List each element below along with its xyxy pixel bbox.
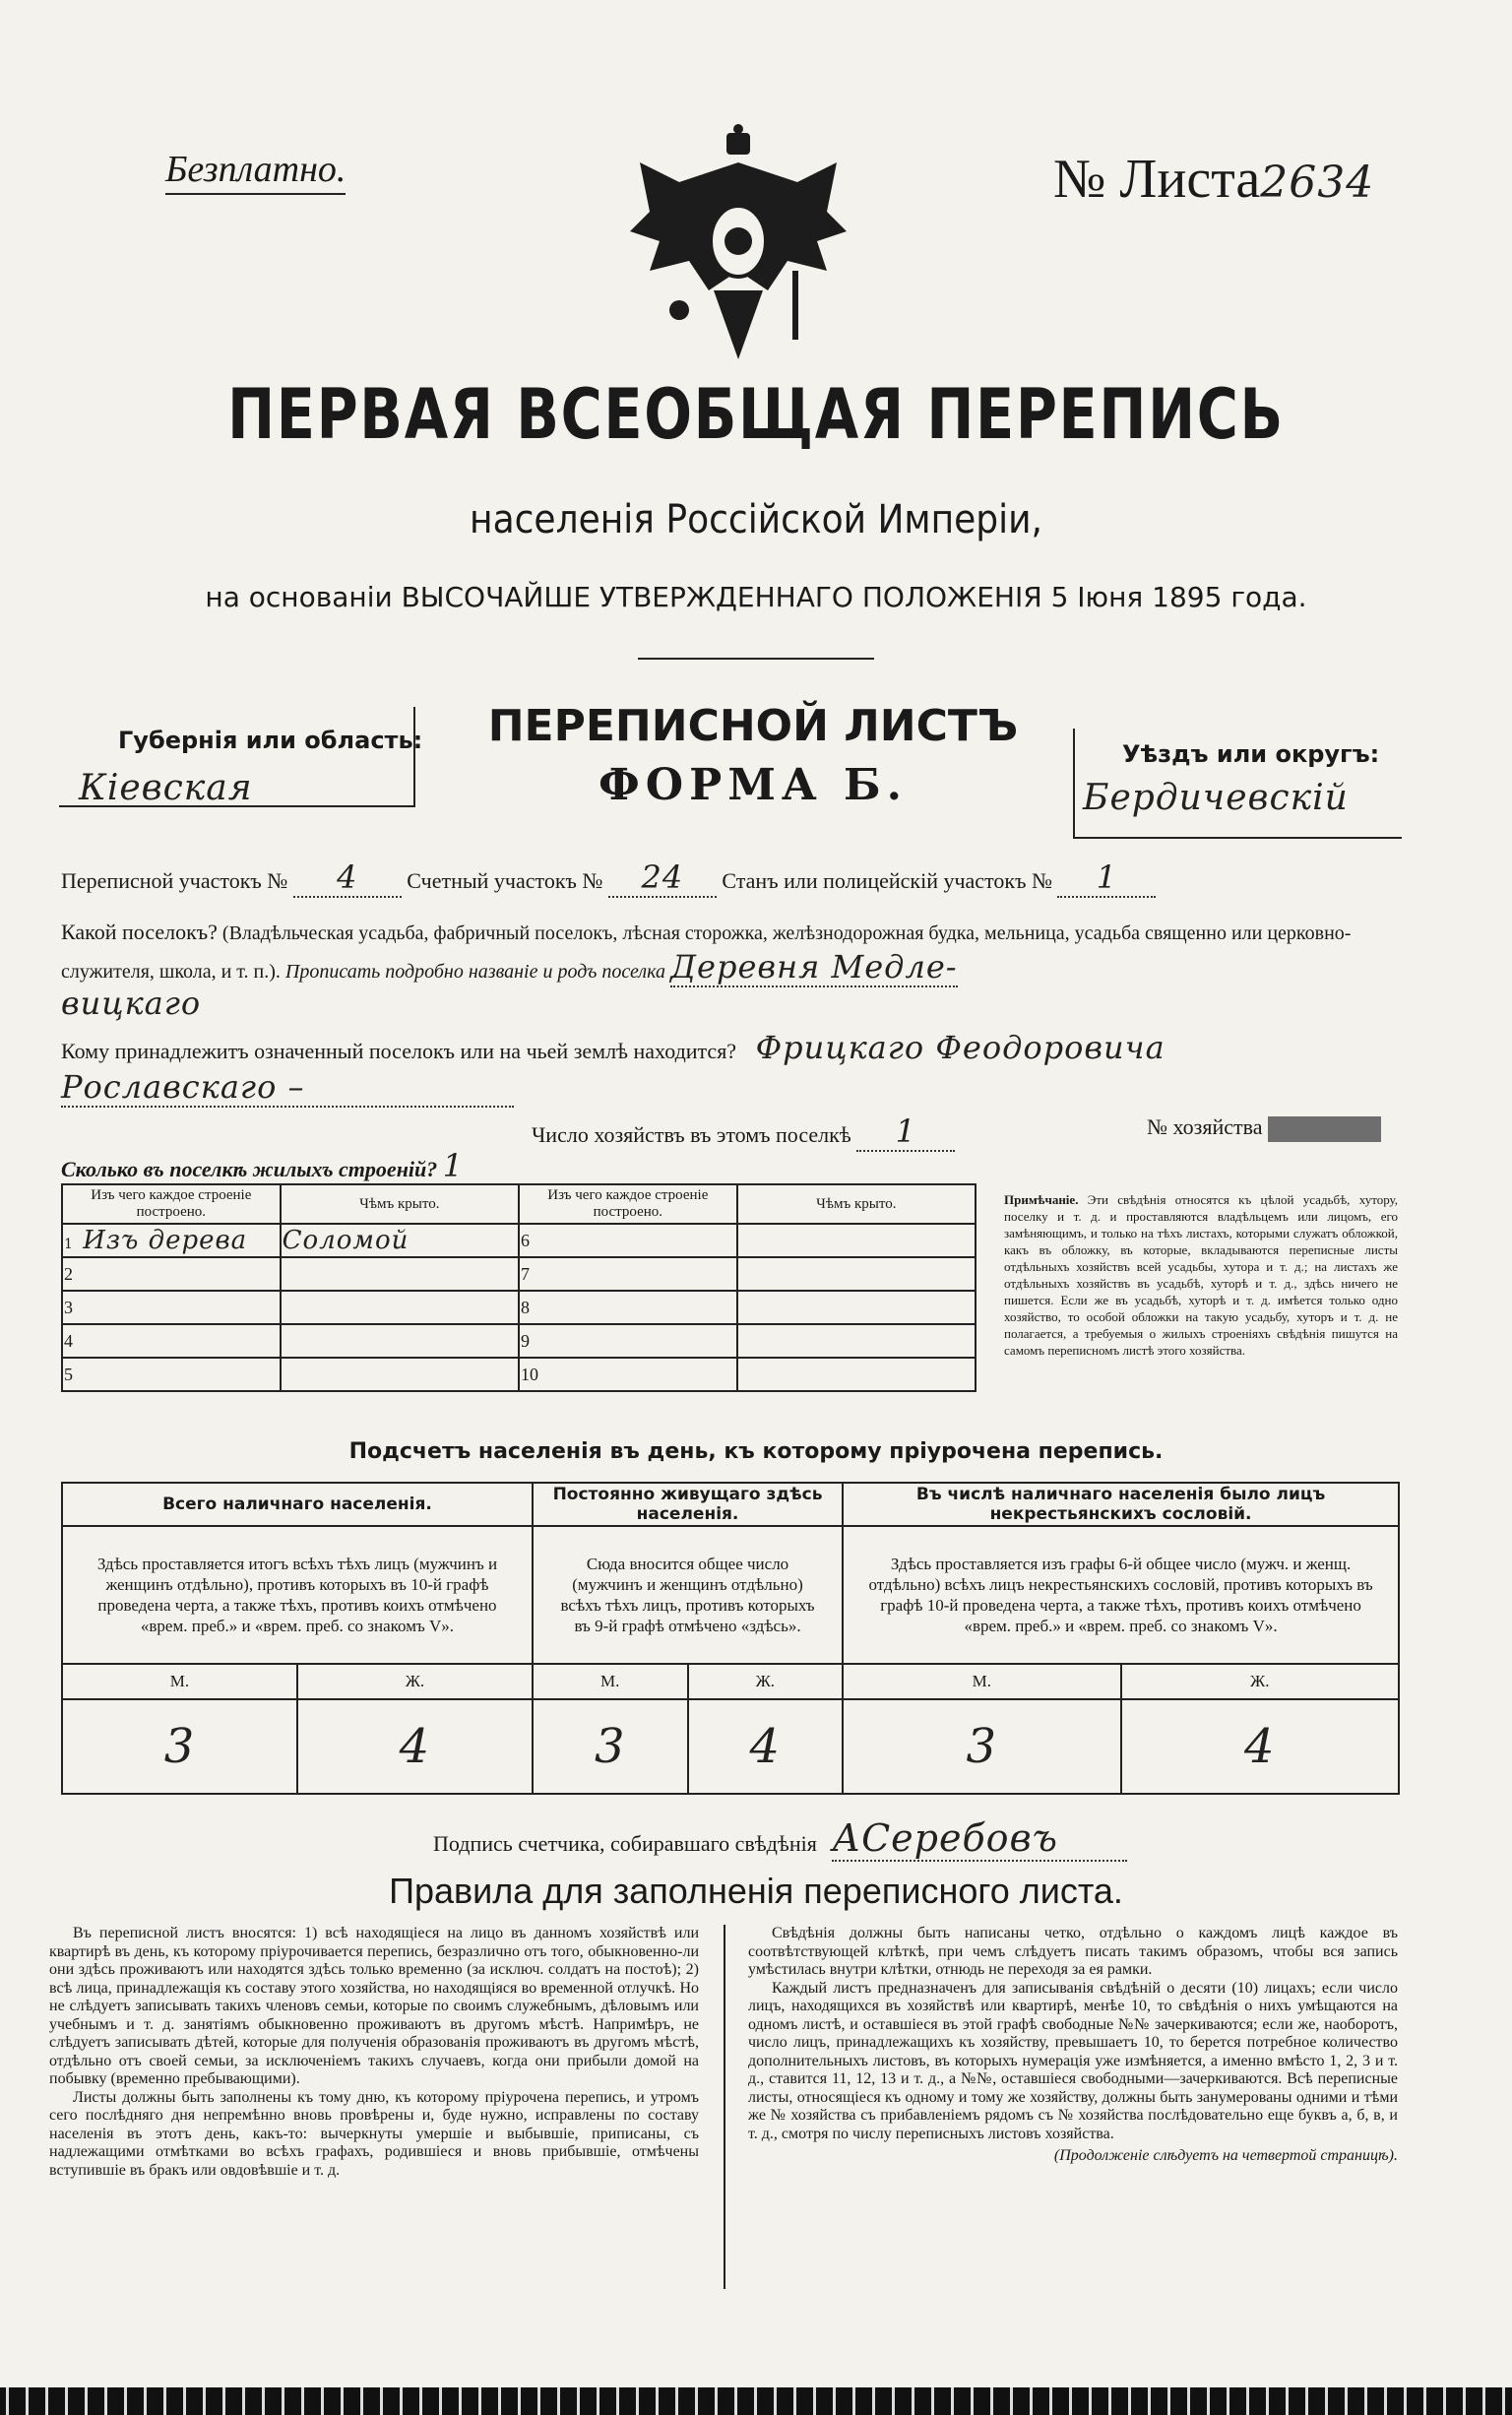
gubernia-value: Кіевская [79, 768, 253, 808]
note-text: Эти свѣдѣнія относятся къ цѣлой усадьбѣ, хутору, поселку и т. д. и проставляются владѣльцемъ или лицомъ, его замѣняющимъ, и только на тѣхъ листахъ, которыми служатъ обложкой, какъ въ обложку, въ которые, вкладываются переписные листы отдѣльныхъ хозяйствъ всей усадьбы, хутора и т. д.; на листахъ же отдѣльныхъ хозяйствъ въ усадьбѣ, хуторѣ и т. д., здѣсь ничего не пишется. Если же въ усадьбѣ, хуторѣ и т. д. имѣется только одно хозяйство, то особой обложки на такую усадьбу, хуторъ и т. д. не полагается, а требуемыя о жилыхъ строеніяхъ свѣдѣнія пишутся на самомъ переписномъ листѣ этого хозяйства. [1004, 1192, 1398, 1358]
f-label: Ж. [1121, 1664, 1399, 1699]
table-row: 5 10 [62, 1358, 976, 1391]
settlement-value-1: Деревня Медле- [670, 948, 958, 985]
owner-value-2: Рославскаго – [61, 1068, 514, 1108]
uezd-label: Уѣздъ или округъ: [1122, 740, 1380, 768]
signature-row [433, 1816, 1127, 1862]
col-roof-left: Чѣмъ крыто. [281, 1184, 519, 1224]
rules-title: Правила для заполненія переписного листа. [389, 1871, 1123, 1911]
col2-text: Сюда вносится общее число (мужчинъ и женщинъ отдѣльно) всѣхъ тѣхъ лицъ, противъ которыхъ въ 9-й графѣ отмѣчено «здѣсь». [533, 1526, 843, 1664]
buildings-row [61, 1147, 464, 1184]
owner-label: Кому принадлежитъ означенный поселокъ или на чьей землѣ находится? [61, 1039, 737, 1063]
note-lead: Примѣчаніе. [1004, 1192, 1079, 1207]
settlement-value-2: вицкаго [61, 985, 202, 1022]
sheet-number-value: 2634 [1260, 158, 1375, 208]
settlement-hint2: Прописать подробно названіе и родъ поселка [284, 961, 666, 983]
sheet-number [1053, 148, 1374, 211]
household-no [1147, 1114, 1381, 1142]
col3-text: Здѣсь проставляется изъ графы 6-й общее число (мужч. и женщ. отдѣльно) всѣхъ лицъ некрестьянскихъ сословій, противъ которыхъ въ графѣ 10-й проведена черта, а также тѣхъ, противъ коихъ отмѣчено «врем. преб.» и «врем. преб. со знакомъ V». [843, 1526, 1399, 1664]
rules-left-1: Въ переписной листъ вносятся: 1) всѣ находящіеся на лицо въ данномъ хозяйствѣ или квартирѣ въ день, къ которому пріурочивается перепись, безразлично отъ того, обыкновенно-ли они здѣсь проживаютъ или находятся здѣсь только временно (за исключ. солдатъ на постоѣ); 2) всѣ лица, принадлежащія къ составу этого хозяйства, но находящіяся во временной отлучкѣ. Но не слѣдуетъ записывать такихъ членовъ семьи, которые по своимъ служебнымъ, дѣловымъ или учебнымъ и т. д. занятіямъ обыкновенно проживаютъ въ другомъ мѣстѣ. Напримѣръ, не слѣдуетъ записывать дѣтей, которые для полученія образованія проживаютъ въ другомъ мѣстѣ, отдѣльно отъ своей семьи, за исключеніемъ такихъ случаевъ, когда они прибыли домой на побывку (временно пребывающими). [49, 1925, 699, 2087]
material-value: Изъ дерева [83, 1226, 248, 1255]
households-label: Число хозяйствъ въ этомъ поселкѣ [532, 1122, 851, 1147]
table-row: 1 Изъ дерева Соломой 6 [62, 1224, 976, 1257]
signature-label: Подпись счетчика, собиравшаго свѣдѣнія [433, 1831, 817, 1856]
rules-continued: (Продолженіе слѣдуетъ на четвертой страницѣ). [1053, 2147, 1398, 2164]
main-title: ПЕРВАЯ ВСЕОБЩАЯ ПЕРЕПИСЬ [227, 374, 1285, 455]
subtitle: населенія Россійской Имперіи, [470, 497, 1042, 542]
rules-right [748, 1925, 1398, 2166]
gubernia-label: Губернія или область: [118, 727, 423, 754]
sheet-number-label: № Листа [1053, 149, 1261, 210]
table-row: 2 7 [62, 1257, 976, 1291]
col-material-right: Изъ чего каждое строеніе построено. [519, 1184, 737, 1224]
settlement-label: Какой поселокъ? [61, 920, 218, 944]
col2-f-value: 4 [688, 1699, 844, 1794]
m-label: М. [843, 1664, 1120, 1699]
household-no-label: № хозяйства [1147, 1114, 1263, 1139]
col1-m-value: 3 [62, 1699, 297, 1794]
form-name: ФОРМА Б. [598, 760, 908, 810]
title-divider [638, 658, 874, 660]
settlement-row [61, 916, 1410, 988]
population-table [61, 1482, 1400, 1795]
f-label: Ж. [297, 1664, 533, 1699]
double-headed-eagle-icon [620, 123, 856, 369]
col-roof-right: Чѣмъ крыто. [737, 1184, 976, 1224]
census-district-value: 4 [293, 858, 402, 898]
rules-right-1: Свѣдѣнія должны быть написаны четко, отдѣльно о каждомъ лицѣ каждое въ соотвѣтствующей клѣткѣ, при чемъ слѣдуетъ писать такимъ образомъ, чтобы вся запись умѣстилась внутри клѣтки, отнюдь не переходя за ея рамки. [748, 1925, 1398, 1978]
m-label: М. [533, 1664, 688, 1699]
population-heading: Подсчетъ населенія въ день, къ которому пріурочена перепись. [348, 1439, 1164, 1464]
buildings-label: Сколько въ поселкѣ жилыхъ строеній? [61, 1157, 438, 1181]
census-district-label: Переписной участокъ № [61, 868, 288, 893]
count-district-value: 24 [608, 858, 717, 898]
col3-f-value: 4 [1121, 1699, 1399, 1794]
col-material-left: Изъ чего каждое строеніе построено. [62, 1184, 281, 1224]
settlement-hint: (Владѣльческая усадьба, фабричный поселокъ, лѣсная сторожка, желѣзнодорожная будка, мельница, усадьба священно или церковно-служителя, школа, и т. п.). [61, 922, 1352, 983]
uezd-value: Бердичевскій [1083, 778, 1349, 818]
basis-line: на основаніи ВЫСОЧАЙШЕ УТВЕРЖДЕННАГО ПОЛОЖЕНІЯ 5 Іюня 1895 года. [205, 581, 1307, 613]
district-row [61, 858, 1400, 898]
col3-title: Въ числѣ наличнаго населенія было лицъ некрестьянскихъ сословій. [843, 1483, 1399, 1526]
household-no-redacted [1268, 1116, 1381, 1142]
owner-row [61, 1029, 1410, 1066]
col2-m-value: 3 [533, 1699, 688, 1794]
stan-value: 1 [1057, 858, 1156, 898]
count-district-label: Счетный участокъ № [407, 868, 603, 893]
owner-value-1: Фрицкаго Феодоровича [755, 1029, 1166, 1066]
free-label: Безплатно. [165, 148, 346, 195]
table-row: 4 9 [62, 1324, 976, 1358]
scan-edge [0, 2387, 1512, 2415]
roof-value: Соломой [281, 1224, 519, 1257]
rules-left-2: Листы должны быть заполнены къ тому дню, къ которому пріурочена перепись, и утромъ сего послѣдняго дня непремѣнно вновь провѣрены и, буде нужно, исправлены по составу населенія въ этотъ день, какъ-то: вычеркнуты умершіе и выбывшіе, приписаны, съ надлежащими отмѣтками во всѣхъ графахъ, родившіеся и вновь прибывшіе, отмѣчены вступившіе въ бракъ или овдовѣвшіе и т. д. [49, 2088, 699, 2179]
col1-f-value: 4 [297, 1699, 533, 1794]
signature-value: АСеребовъ [832, 1816, 1127, 1862]
rules-left [49, 1925, 699, 2180]
col1-title: Всего наличнаго населенія. [62, 1483, 533, 1526]
col3-m-value: 3 [843, 1699, 1120, 1794]
households-value: 1 [856, 1112, 955, 1152]
rules-right-2: Каждый листъ предназначенъ для записыванія свѣдѣній о десяти (10) лицахъ; если число лицъ, находящихся въ хозяйствѣ или квартирѣ, менѣе 10, то свѣдѣнія о нихъ умѣщаются на одномъ листѣ, и оставшіеся въ этой графѣ свободные №№ зачеркиваются; если же, наоборотъ, число лицъ, принадлежащихъ къ хозяйству, превышаетъ 10, то берется потребное количество дополнительныхъ листовъ, въ которыхъ нумерація уже измѣняется, а именно вмѣсто 1, 2, 3 и т. д., ставится 11, 12, 13 и т. д., а №№, оставшіеся свободными—зачеркиваются. Всѣ переписные листы, относящіеся къ одному и тому же хозяйству, должны быть занумерованы одними и тѣми же № хозяйства съ прибавленіемъ рядомъ съ № хозяйства послѣдовательно еще буквъ а, б, в, и т. д., смотря по числу переписныхъ листовъ хозяйства. [748, 1979, 1398, 2142]
buildings-value: 1 [442, 1147, 465, 1184]
buildings-table [61, 1183, 976, 1392]
sheet-title: ПЕРЕПИСНОЙ ЛИСТЪ [487, 701, 1019, 751]
households-row [532, 1112, 955, 1152]
rules-divider [724, 1925, 725, 2289]
note [1004, 1191, 1398, 1359]
stan-label: Станъ или полицейскій участокъ № [722, 868, 1052, 893]
f-label: Ж. [688, 1664, 844, 1699]
col1-text: Здѣсь проставляется итогъ всѣхъ тѣхъ лицъ (мужчинъ и женщинъ отдѣльно), противъ которыхъ въ 10-й графѣ проведена черта, а также тѣхъ, противъ коихъ отмѣчено «врем. преб.» и «врем. преб. со знакомъ V». [62, 1526, 533, 1664]
col2-title: Постоянно живущаго здѣсь населенія. [533, 1483, 843, 1526]
table-row: 3 8 [62, 1291, 976, 1324]
m-label: М. [62, 1664, 297, 1699]
